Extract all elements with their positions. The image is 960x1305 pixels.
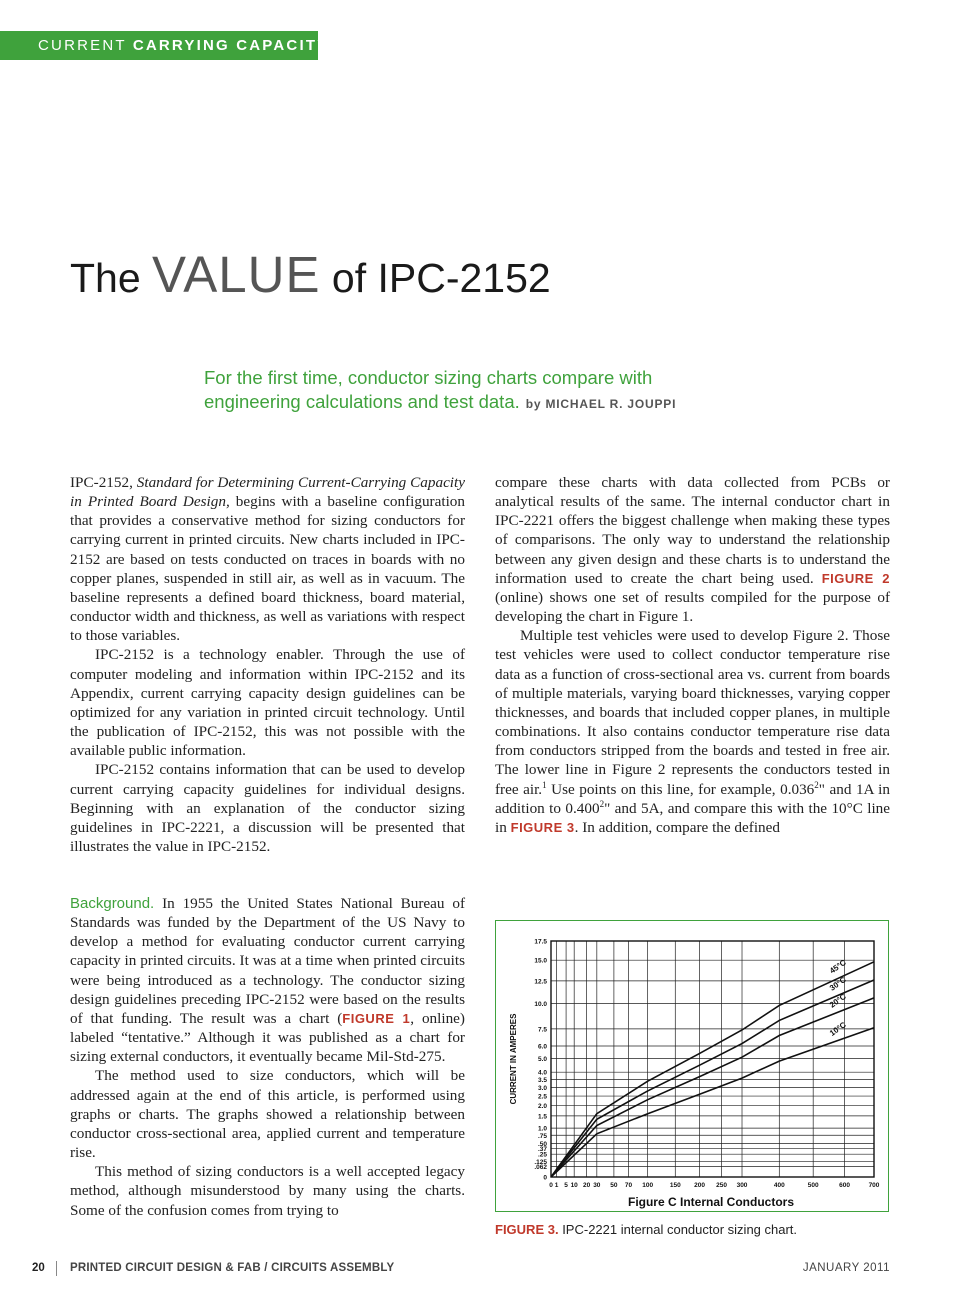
series-line	[551, 980, 874, 1177]
paragraph	[495, 473, 890, 626]
series-label: 30°C	[827, 975, 848, 993]
footnote-mark: 1	[542, 779, 547, 790]
y-tick-label: .50	[537, 1141, 547, 1149]
chart-title: Figure C Internal Conductors	[627, 1195, 795, 1209]
y-tick-label: .37	[537, 1146, 547, 1154]
headline-value: VALUE	[152, 246, 321, 303]
x-tick-label: 30	[593, 1182, 601, 1189]
paragraph: This method of sizing conductors is a well accepted legacy method, although misunderstood by many using the charts. Some of the confusion comes from trying to	[70, 1163, 465, 1219]
text-run: . In addition, compare the defined	[574, 818, 780, 836]
issue-date: JANUARY 2011	[802, 1262, 890, 1274]
x-tick-label: 0	[549, 1182, 553, 1189]
x-tick-label: 100	[642, 1182, 654, 1189]
paragraph	[70, 894, 465, 1066]
paragraph: The method used to size conductors, which will be addressed again at the end of this article, is performed using graphs or charts. The graphs showed a relationship between conductor cross-sectional area, applied current and temperature rise.	[70, 1067, 465, 1162]
headline-post: of IPC-2152	[320, 255, 551, 301]
text-run: (online) shows one set of results compiled for the purpose of developing the chart in Figure 1.	[495, 588, 890, 626]
y-tick-label: 15.0	[534, 957, 547, 965]
y-tick-label: 6.0	[537, 1043, 547, 1051]
figure-reference: FIGURE 2	[821, 570, 890, 586]
y-tick-label: 12.5	[534, 978, 547, 986]
column-right	[495, 473, 890, 837]
paragraph: IPC-2152 is a technology enabler. Through the use of computer modeling and information within IPC-2152 and its Appendix, current carrying capacity design guidelines can be optimized for any variation in printed circuit technology. Until the publication of IPC-2152, this was not possible with the available public information.	[70, 646, 465, 760]
run-in-heading: Background.	[70, 895, 155, 912]
figure-reference: FIGURE 3	[510, 819, 575, 835]
y-tick-label: .25	[537, 1151, 547, 1159]
column-left	[70, 473, 465, 856]
x-tick-label: 200	[694, 1182, 705, 1189]
x-tick-label: 1	[554, 1182, 559, 1189]
y-tick-label: .125	[534, 1158, 547, 1166]
superscript: 2	[599, 798, 605, 809]
x-tick-label: 300	[736, 1182, 748, 1189]
x-tick-label: 700	[868, 1182, 880, 1189]
x-tick-label: 70	[624, 1182, 633, 1189]
x-tick-label: 600	[839, 1182, 850, 1189]
y-tick-label: 0	[543, 1174, 547, 1182]
y-tick-label: .062	[534, 1163, 547, 1171]
series-line	[551, 962, 874, 1177]
text-run: Multiple test vehicles were used to develop Figure 2. Those test vehicles were used to collect conductor temperature rise data as a function of cross-sectional area vs. current from boards of multiple materials, varying board thicknesses, varying copper thicknesses, and boards that included copper planes, in multiple combinations. It also contains conductor temperature rise data from conductors stripped from the boards and tested in free air. The lower line in Figure 2 represents the conductors tested in free air.	[495, 627, 890, 798]
y-tick-label: 7.5	[537, 1026, 547, 1034]
caption-label: FIGURE 3.	[495, 1222, 559, 1237]
figure-reference: FIGURE 1	[342, 1010, 411, 1026]
x-tick-label: 10	[570, 1182, 578, 1189]
y-tick-label: 2.5	[537, 1093, 547, 1101]
caption-text: IPC-2221 internal conductor sizing chart.	[558, 1222, 798, 1237]
page-footer	[32, 1262, 890, 1278]
paragraph	[70, 473, 465, 645]
x-tick-label: 150	[669, 1182, 681, 1189]
chart-svg	[496, 921, 888, 1211]
section-bold: CARRYING CAPACITY	[132, 37, 330, 54]
y-tick-label: 17.5	[534, 938, 547, 946]
page-number: 20	[32, 1262, 45, 1274]
headline-pre: The	[70, 255, 153, 301]
superscript: 2	[814, 779, 819, 790]
text-run: IPC-2152,	[70, 474, 137, 491]
text-run: begins with a baseline configuration that provides a conservative method for sizing conductors for carrying current in printed circuits. New charts included in IPC-2152 are based on tests conducted on traces in boards with no copper planes, suspended in still air, as well as in vacuum. The baseline represents a defined board thickness, board material, conductor width and thickness, as well as variations with respect to those variables.	[70, 493, 465, 645]
y-tick-label: 3.5	[537, 1077, 547, 1085]
x-tick-label: 250	[716, 1182, 728, 1189]
section-tab	[0, 31, 330, 60]
figure-3-chart	[495, 920, 889, 1212]
text-run: In 1955 the United States National Bureau of Standards was funded by the Department of the US Navy to develop a method for evaluating conductor current carrying capacity in printed circuits. It was at a time when printed circuits were being introduced as a technology. The conductor sizing design guidelines preceding IPC-2152 were based on the results of that funding. The result was a chart (	[70, 895, 465, 1027]
y-tick-label: 4.0	[537, 1069, 547, 1077]
text-run: , online) labeled “tentative.” Although it was published as a chart for sizing external conductors, it eventually became Mil-Std-275.	[70, 1009, 465, 1066]
figure-caption	[495, 1222, 797, 1237]
deck-text: For the first time, conductor sizing charts compare with engineering calculations and test data.	[204, 367, 653, 412]
byline: by MICHAEL R. JOUPPI	[525, 397, 677, 411]
paragraph: IPC-2152 contains information that can be used to develop current carrying capacity guidelines for individual designs. Beginning with an explanation of the conductor sizing guidelines in IPC-2221, a discussion will be presented that illustrates the value in IPC-2152.	[70, 761, 465, 855]
x-tick-label: 50	[610, 1182, 618, 1189]
x-tick-label: 20	[583, 1182, 591, 1189]
section-light: CURRENT	[38, 37, 133, 54]
series-label: 10°C	[827, 1020, 848, 1038]
standard-title: Standard for Determining Current-Carrying Capacity in Printed Board Design,	[70, 474, 465, 511]
series-label: 45°C	[827, 957, 848, 976]
y-tick-label: 5.0	[537, 1056, 547, 1064]
text-run: Use points on this line, for example, 0.036	[546, 780, 815, 798]
series-label: 20°C	[827, 991, 848, 1010]
paragraph	[495, 626, 890, 837]
y-tick-label: 2.0	[537, 1102, 547, 1110]
y-tick-label: 10.0	[534, 1001, 547, 1009]
deck	[204, 366, 734, 416]
publication-name: PRINTED CIRCUIT DESIGN & FAB / CIRCUITS ASSEMBLY	[70, 1262, 395, 1274]
x-tick-label: 5	[564, 1182, 568, 1189]
footer-divider	[56, 1261, 57, 1276]
text-run: compare these charts with data collected from PCBs or analytical results of the same. The internal conductor chart in IPC-2221 offers the biggest challenge when making these types of comparisons. The only way to understand the relationship between any given design and these charts is to understand the information used to create the chart being used.	[495, 474, 890, 587]
y-tick-label: .75	[537, 1132, 547, 1140]
x-tick-label: 400	[773, 1182, 785, 1189]
x-tick-label: 500	[807, 1182, 819, 1189]
column-left-lower	[70, 894, 465, 1220]
headline	[70, 240, 551, 313]
y-tick-label: 1.5	[537, 1113, 547, 1121]
y-axis-label: CURRENT IN AMPERES	[509, 1013, 518, 1105]
text-run: " and 1A in addition to 0.400	[495, 780, 890, 817]
y-tick-label: 1.0	[537, 1125, 547, 1133]
y-tick-label: 3.0	[537, 1085, 547, 1093]
series-line	[551, 1028, 874, 1177]
text-run: " and 5A, and compare this with the 10°C line in	[495, 799, 891, 836]
